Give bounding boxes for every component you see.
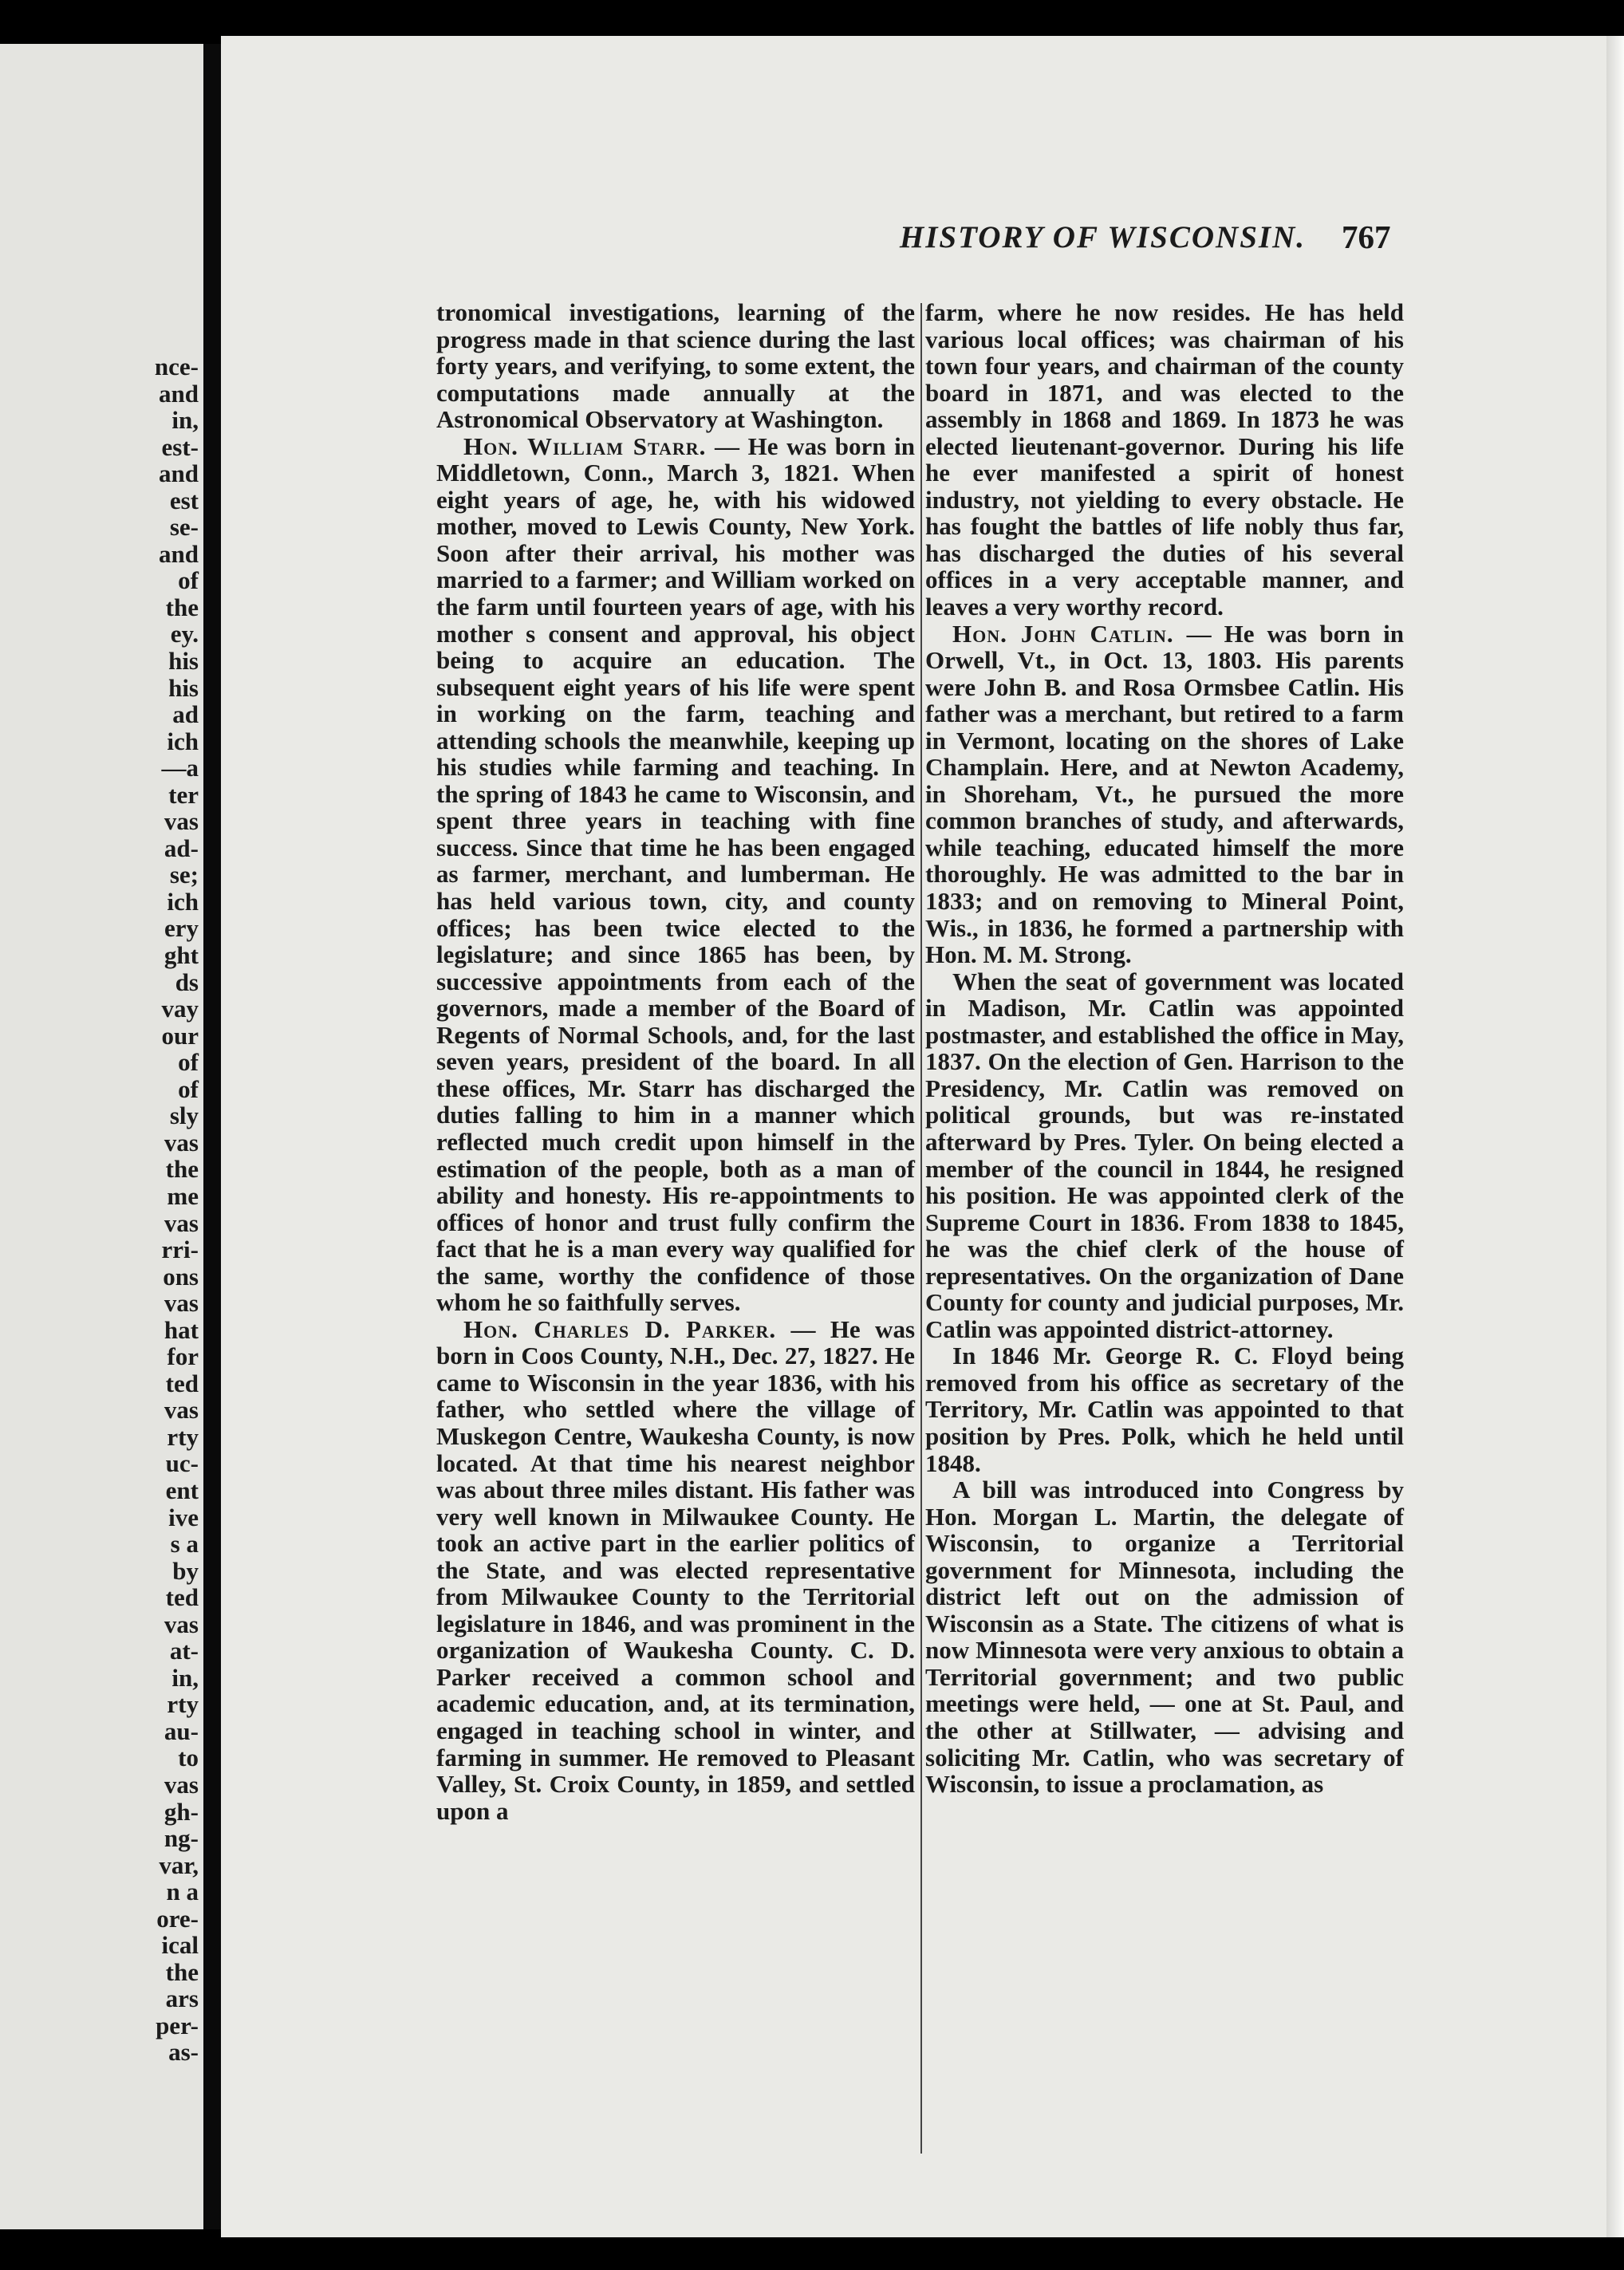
paragraph-text: — He was born in Coos County, N.H., Dec. 27, 1827. He came to Wisconsin in the year 1836, with his father, who settled where the village of Muskegon Centre, Waukesha County, is now located. At that time his nearest neighbor was about three miles distant. His father was very well known in Milwaukee County. He took an active part in the earlier politics of the State, and was elected representative from Milwaukee County to the Territorial legislature in 1846, and was prominent in the organization of Waukesha County. C. D. Parker received a common school and academic education, and, at its termination, engaged in teaching school in winter, and farming in summer. He removed to Pleasant Valley, St. Croix County, in 1859, and settled upon a <box>436 1314 916 1825</box>
paragraph <box>436 1316 915 1824</box>
paragraph <box>436 433 915 1316</box>
biography-name: Hon. John Catlin. <box>952 619 1174 648</box>
page-edge-highlight <box>1606 36 1624 2237</box>
book-page <box>221 36 1624 2237</box>
paragraph-text: — He was born in Middletown, Conn., March 3, 1821. When eight years of age, he, with his widowed mother, moved to Lewis County, New York. Soon after their arrival, his mother was married to a farmer; and William worked on the farm until fourteen years of age, with his mother s consent and approval, his object being to acquire an education. The subsequent eight years of his life were spent in working on the farm, teaching and attending schools the meanwhile, keeping up his studies while farming and teaching. In the spring of 1843 he came to Wisconsin, and spent three years in teaching with fine success. Since that time he has been engaged as farmer, merchant, and lumberman. He has held various town, city, and county offices; has been twice elected to the legislature; and since 1865 has been, by successive appointments from each of the governors, made a member of the Board of Regents of Normal Schools, and, for the last seven years, president of the board. In all these offices, Mr. Starr has discharged the duties falling to him in a manner which reflected much credit upon himself in the estimation of the people, both as a man of ability and honesty. His re-appointments to offices of honor and trust fully confirm the fact that he is a man every way qualified for the same, worthy the confidence of those whom he so faithfully serves. <box>436 432 916 1317</box>
paragraph <box>925 1476 1404 1798</box>
book-gutter <box>203 44 221 2229</box>
paragraph-text: farm, where he now resides. He has held various local offices; was chairman of his town four years, and chairman of the county board in 1871, and was elected to the assembly in 1868 and 1869. In 1873 he was elected lieutenant-governor. During his life he ever manifested a spirit of honest industry, not yielding to every obstacle. He has fought the battles of life nobly thus far, has discharged the duties of his several offices in a very acceptable manner, and leaves a very worthy record. <box>925 298 1404 621</box>
paragraph-text: A bill was introduced into Congress by Hon. Morgan L. Martin, the delegate of Wisconsin, to organize a Territorial government for Minnesota, including the district left out on the admission of Wisconsin as a State. The citizens of what is now Minnesota were very anxious to obtain a Territorial government; and two public meetings were held, — one at St. Paul, and the other at Stillwater, — advising and soliciting Mr. Catlin, who was secretary of Wisconsin, to issue a proclamation, as <box>925 1476 1404 1799</box>
column-rule <box>920 303 922 2154</box>
page-number: 767 <box>1342 219 1391 255</box>
facing-page-edge <box>0 44 203 2229</box>
paragraph <box>925 1342 1404 1476</box>
paragraph <box>925 621 1404 968</box>
paragraph <box>925 968 1404 1343</box>
running-head: HISTORY OF WISCONSIN. <box>899 220 1306 254</box>
paragraph-text: tronomical investigations, learning of the progress made in that science during the last forty years, and verifying, to some extent, the computations made annually at the Astronomical Observatory at Washington. <box>436 298 915 434</box>
paragraph-text: — He was born in Orwell, Vt., in Oct. 13, 1803. His parents were John B. and Rosa Ormsbee Catlin. His father was a merchant, but retired to a farm in Vermont, locating on the shores of Lake Champlain. Here, and at Newton Academy, in Shoreham, Vt., he pursued the more common branches of study, and afterwards, while teaching, educated himself the more thoroughly. He was admitted to the bar in 1833; and on removing to Mineral Point, Wis., in 1836, he formed a partnership with Hon. M. M. Strong. <box>925 619 1404 969</box>
paragraph <box>436 299 915 433</box>
paragraph-text: In 1846 Mr. George R. C. Floyd being removed from his office as secretary of the Territory, Mr. Catlin was appointed to that position by Pres. Polk, which he held until 1848. <box>925 1342 1404 1477</box>
text-column-right <box>925 299 1404 1798</box>
text-column-left <box>436 299 915 1824</box>
biography-name: Hon. Charles D. Parker. <box>463 1314 777 1343</box>
paragraph-text: When the seat of government was located in Madison, Mr. Catlin was appointed postmaster, and established the office in May, 1837. On the election of Gen. Harrison to the Presidency, Mr. Catlin was removed on political grounds, but was re-instated afterward by Pres. Tyler. On being elected a member of the council in 1844, he resigned his position. He was appointed clerk of the Supreme Court in 1836. From 1838 to 1845, he was the chief clerk of the house of representatives. On the organization of Dane County for county and judicial purposes, Mr. Catlin was appointed district-attorney. <box>925 967 1404 1343</box>
facing-page-line-endings: nce- and in, est- and est se- and of the ey. his his ad ich —a ter vas ad- se; ich ery ght ds vay our of of sly vas the me vas rri- ons vas hat for ted vas rty uc- ent ive s a by ted vas at- in, rty au- to vas gh- ng- var, n a ore- ical the ars per- as- <box>154 353 199 2067</box>
paragraph <box>925 299 1404 621</box>
biography-name: Hon. William Starr. <box>463 432 707 460</box>
